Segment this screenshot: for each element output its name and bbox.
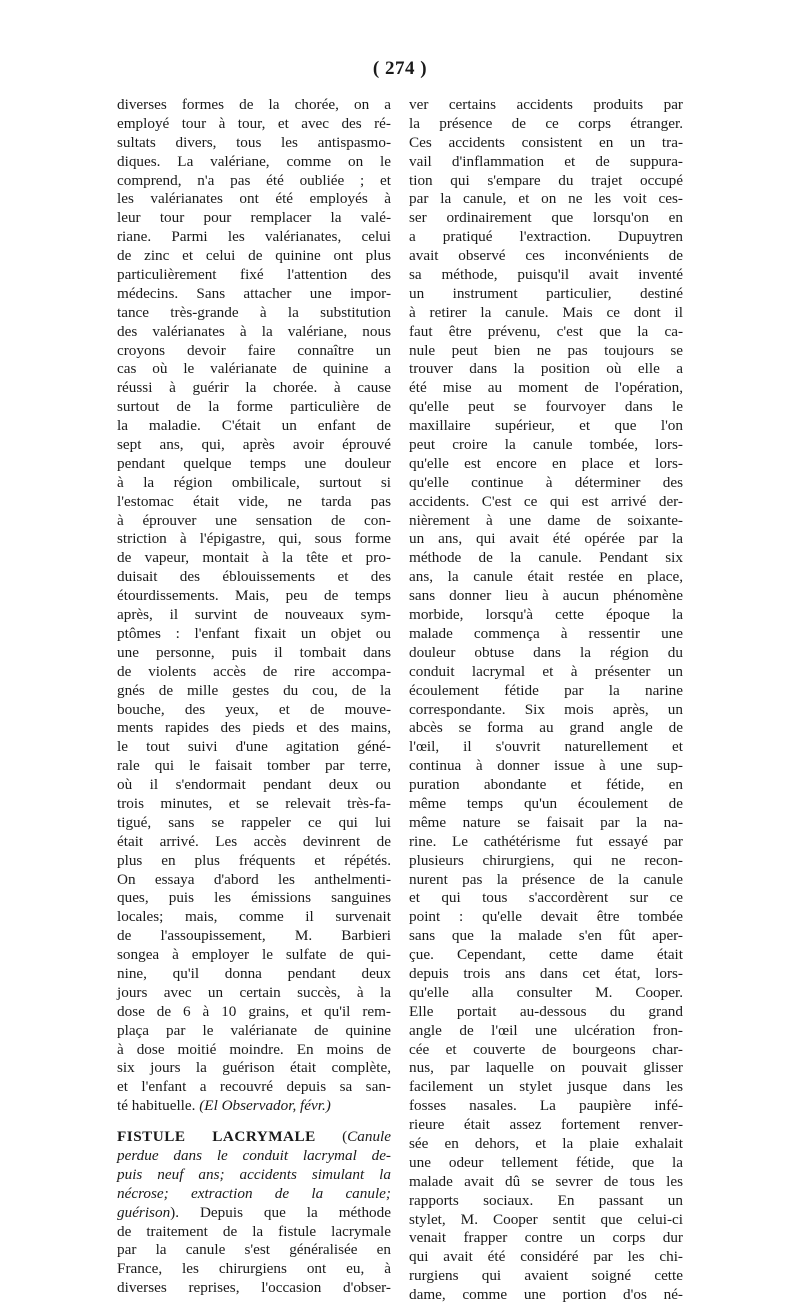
text-line: ments rapides des pieds et des mains,: [117, 719, 391, 737]
text-line: trouver dans la position où elle a: [409, 360, 683, 378]
text-line: surtout de la forme particulière de: [117, 398, 391, 416]
text-line: même temps qu'un écoulement de: [409, 794, 683, 812]
text-line: de zinc et celui de quinine ont plus: [117, 247, 391, 265]
text-line: facilement un stylet jusque dans les: [409, 1078, 683, 1096]
text-line: correspondante. Six mois après, un: [409, 700, 683, 718]
text-line: sée en dehors, et la plaie exhalait: [409, 1134, 683, 1152]
left-column-body: [117, 96, 391, 1097]
text-line: écoulement fétide par la narine: [409, 681, 683, 699]
text-line: Elle portait au-dessous du grand: [409, 1002, 683, 1020]
text-line: croyons devoir faire connaître un: [117, 341, 391, 359]
text-line: qu'elle continue à déterminer des: [409, 473, 683, 491]
text-line: tigué, sans se rappeler ce qui lui: [117, 813, 391, 831]
text-line: songea à employer le sulfate de qui-: [117, 946, 391, 964]
text-line: morbide, lorsqu'à cette époque la: [409, 606, 683, 624]
text-line: rine. Le cathétérisme fut essayé par: [409, 832, 683, 850]
text-line: continua à donner issue à une sup-: [409, 757, 683, 775]
text-line: tance très-grande à la substitution: [117, 303, 391, 321]
text-line: maxillaire supérieur, et que l'on: [409, 417, 683, 435]
text-line: venait frapper contre un corps dur: [409, 1229, 683, 1247]
text-line: employé tour à tour, et avec des ré-: [117, 114, 391, 132]
text-line: angle de l'œil une ulcération fron-: [409, 1021, 683, 1039]
text-line: à éprouver une sensation de con-: [117, 511, 391, 529]
text-line: douleur obtuse dans la région du: [409, 643, 683, 661]
text-line: été mise au moment de l'opération,: [409, 379, 683, 397]
text-line: médecins. Sans attacher une impor-: [117, 284, 391, 302]
text-line: six jours la guérison était complète,: [117, 1059, 391, 1077]
text-line: sans que la malade s'en fût aper-: [409, 927, 683, 945]
text-line: cas où le valérianate de quinine a: [117, 360, 391, 378]
heading-subtitle-part: guérison: [117, 1203, 171, 1221]
text-line: fosses nasales. La paupière infé-: [409, 1097, 683, 1115]
text-line: étourdissements. Mais, peu de temps: [117, 587, 391, 605]
text-line: bouche, des yeux, et de mouve-: [117, 700, 391, 718]
text-line: un instrument particulier, destiné: [409, 284, 683, 302]
text-line: sa méthode, puisqu'il avait inventé: [409, 266, 683, 284]
text-line: ques, puis les émissions sanguines: [117, 889, 391, 907]
text-line: diverses formes de la chorée, on a: [117, 96, 391, 113]
text-line: riane. Parmi les valérianates, celui: [117, 228, 391, 246]
text-line: leur tour pour remplacer la valé-: [117, 209, 391, 227]
text-line: vail d'inflammation et de suppura-: [409, 152, 683, 170]
text-line: et l'enfant a recouvré depuis sa san-: [117, 1078, 391, 1096]
text-line: les valérianates ont été employés à: [117, 190, 391, 208]
text-line: diques. La valériane, comme on le: [117, 152, 391, 170]
text-line: peut croire la canule tombée, lors-: [409, 436, 683, 454]
text-line: locales; mais, comme il survenait: [117, 908, 391, 926]
text-line: nièrement à une dame de soixante-: [409, 511, 683, 529]
text-line: cée et couverte de bourgeons char-: [409, 1040, 683, 1058]
text-line: l'estomac était vide, ne tarda pas: [117, 492, 391, 510]
text-line: Ces accidents consistent en un tra-: [409, 133, 683, 151]
text-line: une personne, puis il tombait dans: [117, 643, 391, 661]
text-line: point : qu'elle devait être tombée: [409, 908, 683, 926]
text-line: nus, par laquelle on pouvait glisser: [409, 1059, 683, 1077]
text-line: comprend, n'a pas été oubliée ; et: [117, 171, 391, 189]
text-line: qu'elle peut se fourvoyer dans le: [409, 398, 683, 416]
heading-subtitle-line: puis neuf ans; accidents simulant la: [117, 1165, 391, 1183]
heading-tail-text: ). Depuis que la méthode: [170, 1203, 391, 1221]
text-line: la maladie. C'était un enfant de: [117, 417, 391, 435]
text-line: la présence de ce corps étranger.: [409, 114, 683, 132]
text-line: rale qui le faisait tomber par terre,: [117, 757, 391, 775]
text-line: de vapeur, montait à la tête et pro-: [117, 549, 391, 567]
text-line: nine, qu'il donna pendant deux: [117, 964, 391, 982]
text-line: avait observé ces inconvénients de: [409, 247, 683, 265]
text-line: On essaya d'abord les anthelmenti-: [117, 870, 391, 888]
text-line: puration abondante et fétide, en: [409, 776, 683, 794]
text-line: duisait des éblouissements et des: [117, 568, 391, 586]
section-gap: [117, 1116, 391, 1128]
text-line: un ans, qui avait été opérée par la: [409, 530, 683, 548]
text-line: ser ordinairement que lorsqu'on en: [409, 209, 683, 227]
source-reference: (El Observador, févr.): [199, 1097, 331, 1115]
text-line: accidents. C'est ce qui est arrivé der-: [409, 492, 683, 510]
heading-subtitle-part: Canule: [347, 1128, 391, 1146]
text-line: diverses reprises, l'occasion d'obser-: [117, 1279, 391, 1297]
text-line: striction à l'épigastre, qui, sous forme: [117, 530, 391, 548]
text-line: tion qui s'empare du trajet occupé: [409, 171, 683, 189]
page-number: ( 274 ): [372, 58, 428, 79]
text-line: de l'assoupissement, M. Barbieri: [117, 927, 391, 945]
text-line: conduit lacrymal et à présenter un: [409, 662, 683, 680]
text-line: même nature se faisait par la na-: [409, 813, 683, 831]
text-line: par la canule s'est généralisée en: [117, 1241, 391, 1259]
text-line: plus en plus fréquents et répétés.: [117, 851, 391, 869]
text-line: faut être prévenu, c'est que la ca-: [409, 322, 683, 340]
text-line: à la région ombilicale, surtout si: [117, 473, 391, 491]
text-line: une odeur tellement fétide, que la: [409, 1153, 683, 1171]
text-line: était arrivé. Les accès devinrent de: [117, 832, 391, 850]
text-line: de violents accès de rire accompa-: [117, 662, 391, 680]
text-line: ver certains accidents produits par: [409, 96, 683, 113]
source-prefix: té habituelle.: [117, 1097, 196, 1115]
text-line: dame, comme une portion d'os né-: [409, 1286, 683, 1304]
text-line: stylet, M. Cooper sentit que celui-ci: [409, 1210, 683, 1228]
text-line: sans donner lieu à aucun phénomène: [409, 587, 683, 605]
heading-subtitle-end-line: [117, 1204, 391, 1223]
section-heading-line: [117, 1128, 391, 1147]
text-line-source: [117, 1097, 391, 1116]
text-line: sept ans, qui, après avoir éprouvé: [117, 436, 391, 454]
text-line: ptômes : l'enfant fixait un objet ou: [117, 624, 391, 642]
heading-subtitle-line: perdue dans le conduit lacrymal de-: [117, 1146, 391, 1164]
text-line: l'œil, il s'ouvrit naturellement et: [409, 738, 683, 756]
text-line: malade avait dû se sevrer de tous les: [409, 1172, 683, 1190]
text-line: France, les chirurgiens ont eu, à: [117, 1260, 391, 1278]
left-column-body-continued: [117, 1223, 391, 1299]
text-line: malade commença à ressentir une: [409, 624, 683, 642]
text-line: après, il survint de nouveaux sym-: [117, 606, 391, 624]
text-line: nurent pas la présence de la canule: [409, 870, 683, 888]
text-line: à retirer la canule. Mais ce dont il: [409, 303, 683, 321]
text-line: dose de 6 à 10 grains, et qu'il rem-: [117, 1002, 391, 1020]
text-line: nule peut bien ne pas toujours se: [409, 341, 683, 359]
text-line: rieure était assez fortement renver-: [409, 1116, 683, 1134]
text-line: çue. Cependant, cette dame était: [409, 946, 683, 964]
text-line: à dose moitié moindre. En moins de: [117, 1040, 391, 1058]
text-line: rurgiens qui avaient soigné cette: [409, 1267, 683, 1285]
text-line: méthode de la canule. Pendant six: [409, 549, 683, 567]
text-line: sultats divers, tous les antispasmo-: [117, 133, 391, 151]
text-line: depuis trois ans dans cet état, lors-: [409, 964, 683, 982]
text-line: trois minutes, et se relevait très-fa-: [117, 794, 391, 812]
text-line: a pratiqué l'extraction. Dupuytren: [409, 228, 683, 246]
right-column: [409, 96, 683, 1305]
text-line: abcès se forma au grand angle de: [409, 719, 683, 737]
text-line: des valérianates à la valériane, nous: [117, 322, 391, 340]
text-line: de traitement de la fistule lacrymale: [117, 1222, 391, 1240]
text-line: qu'elle alla consulter M. Cooper.: [409, 983, 683, 1001]
heading-paren: (: [342, 1128, 348, 1146]
text-line: rapports sociaux. En passant un: [409, 1191, 683, 1209]
text-line: qu'elle est encore en place et lors-: [409, 454, 683, 472]
text-line: ans, la canule était restée en place,: [409, 568, 683, 586]
text-line: jours avec un certain succès, à la: [117, 983, 391, 1001]
text-line: par la canule, et on ne les voit ces-: [409, 190, 683, 208]
text-line: réussi à guérir la chorée. à cause: [117, 379, 391, 397]
text-line: où il s'endormait pendant deux ou: [117, 776, 391, 794]
text-line: plaça par le valérianate de quinine: [117, 1021, 391, 1039]
text-line: gnés de mille gestes du cou, de la: [117, 681, 391, 699]
left-column: [117, 96, 391, 1298]
text-line: plusieurs chirurgiens, qui ne recon-: [409, 851, 683, 869]
section-heading: FISTULE LACRYMALE: [117, 1128, 316, 1146]
text-line: pendant quelque temps une douleur: [117, 454, 391, 472]
heading-subtitle-line: nécrose; extraction de la canule;: [117, 1184, 391, 1202]
text-line: qui avait été considéré par les chi-: [409, 1248, 683, 1266]
text-line: et qui tous s'accordèrent sur ce: [409, 889, 683, 907]
text-line: le tout suivi d'une agitation géné-: [117, 738, 391, 756]
text-line: particulièrement fixé l'attention des: [117, 266, 391, 284]
